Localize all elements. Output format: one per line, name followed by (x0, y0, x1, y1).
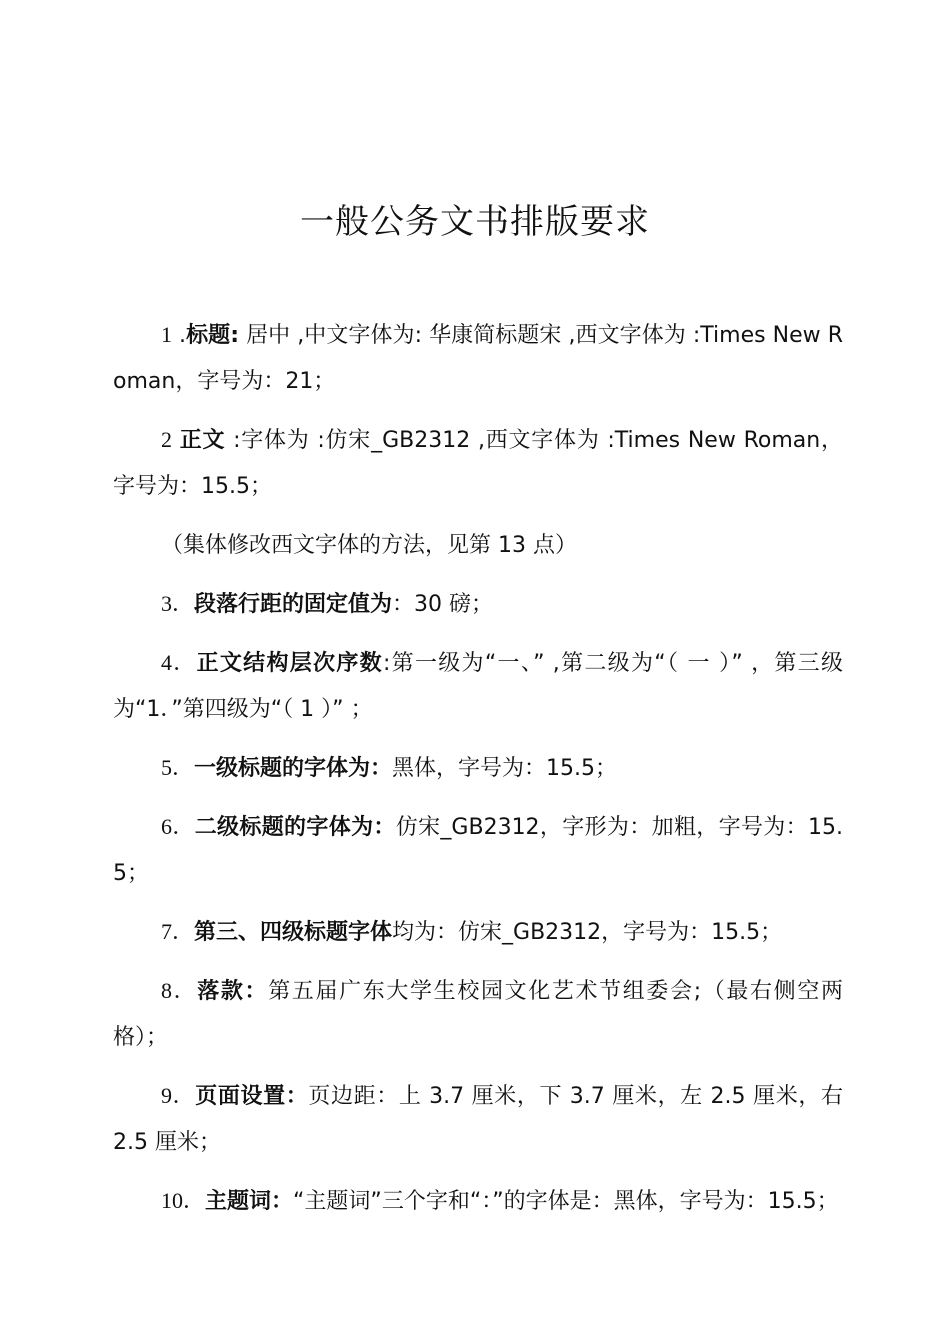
item-label: 一级标题的字体为： (194, 756, 393, 781)
item-label: 主题词： (205, 1189, 294, 1214)
list-item (113, 417, 843, 510)
document-title: 一般公务文书排版要求 (300, 202, 650, 242)
item-separator: ． (183, 1189, 206, 1214)
item-number: 8 (161, 978, 172, 1003)
item-separator: ． (172, 815, 195, 840)
list-item (113, 1178, 843, 1225)
list-item (113, 1073, 843, 1166)
item-label: 页面设置： (195, 1084, 309, 1109)
item-separator: . (172, 323, 187, 348)
item-text: “主题词”三个字和“：”的字体是：黑体，字号为：15.5； (293, 1189, 839, 1214)
item-text: :字体为 :仿宋_GB2312 ,西文字体为 :Times New Roman，字号为：15.5； (113, 428, 843, 499)
item-number: 10 (161, 1188, 183, 1213)
requirement-list (113, 312, 843, 1237)
item-text: 均为：仿宋_GB2312，字号为：15.5； (392, 920, 783, 945)
list-item (113, 640, 843, 733)
item-number: 9 (161, 1083, 172, 1108)
item-label: 二级标题的字体为： (194, 815, 396, 840)
item-text: 页边距：上 3.7 厘米，下 3.7 厘米，左 2.5 厘米，右 2.5 厘米； (113, 1084, 843, 1155)
item-label: 段落行距的固定值为 (194, 592, 393, 617)
item-label: 正文结构层次序数 (196, 651, 383, 676)
item-label: 落款： (197, 979, 269, 1004)
item-number: 3 (161, 591, 172, 616)
item-text: :第一级为“一、” ,第二级为“（ 一 ）” ，第三级为“1．”第四级为“（ 1 ）” ； (113, 651, 843, 722)
item-separator: ． (172, 756, 195, 781)
list-item (113, 968, 843, 1061)
item-separator: ． (172, 592, 195, 617)
list-item (113, 804, 843, 897)
item-text: 仿宋_GB2312，字形为：加粗，字号为：15.5； (113, 815, 843, 886)
item-label: 标题: (186, 323, 240, 348)
item-text: 黑体，字号为：15.5； (392, 756, 618, 781)
item-label: 正文 (179, 428, 226, 453)
item-separator: ． (172, 1084, 196, 1109)
list-item-note (113, 522, 843, 569)
item-separator (172, 428, 180, 453)
item-text: （集体修改西文字体的方法，见第 13 点） (161, 533, 577, 558)
list-item (113, 745, 843, 792)
item-separator: ． (172, 920, 195, 945)
list-item (113, 312, 843, 405)
item-number: 1 (161, 322, 172, 347)
item-number: 5 (161, 755, 172, 780)
item-number: 6 (161, 814, 172, 839)
item-number: 7 (161, 919, 172, 944)
item-separator: ． (172, 651, 197, 676)
item-label: 第三、四级标题字体 (194, 920, 393, 945)
item-text: ：30 磅； (392, 592, 494, 617)
list-item (113, 909, 843, 956)
item-separator: ． (172, 979, 198, 1004)
item-number: 2 (161, 427, 172, 452)
item-text: 居中 ,中文字体为: 华康简标题宋 ,西文字体为 :Times New Roman，字号为：21； (113, 323, 843, 394)
item-number: 4 (161, 650, 172, 675)
item-text: 第五届广东大学生校园文化艺术节组委会;（最右侧空两格）； (113, 979, 843, 1050)
list-item (113, 581, 843, 628)
